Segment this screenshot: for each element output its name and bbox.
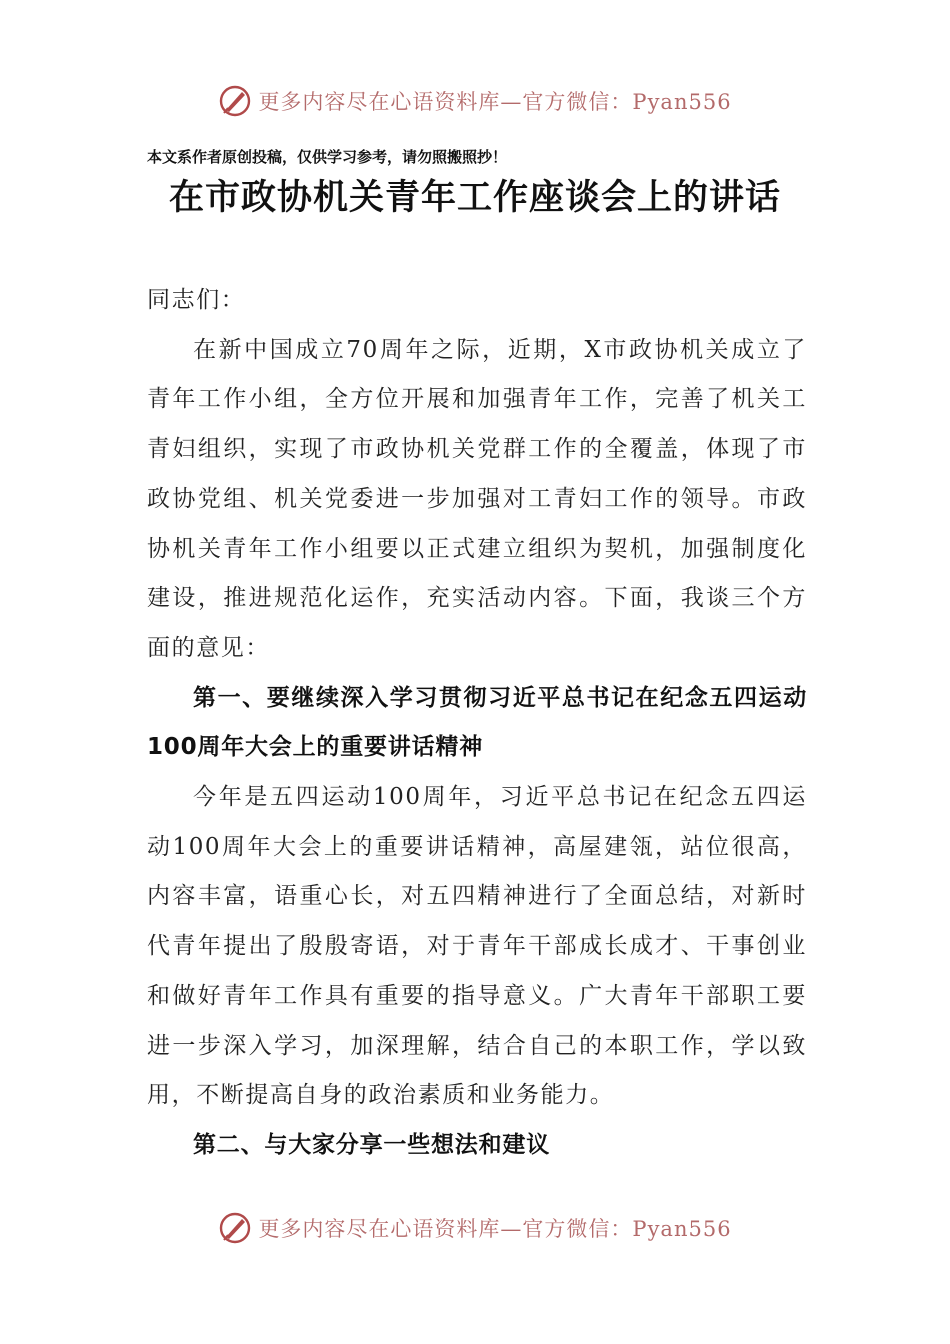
quill-pen-icon	[218, 1211, 252, 1245]
watermark-banner-bottom	[0, 1211, 950, 1245]
section-1-paragraph: 今年是五四运动100周年，习近平总书记在纪念五四运动100周年大会上的重要讲话精神，高屋建瓴，站位很高，内容丰富，语重心长，对五四精神进行了全面总结，对新时代青年提出了殷殷寄语，对于青年干部成长成才、干事创业和做好青年工作具有重要的指导意义。广大青年干部职工要进一步深入学习，加深理解，结合自己的本职工作，学以致用，不断提高自身的政治素质和业务能力。	[147, 784, 807, 1109]
section-1-heading: 第一、要继续深入学习贯彻习近平总书记在纪念五四运动100周年大会上的重要讲话精神	[147, 684, 807, 761]
watermark-text: 更多内容尽在心语资料库—官方微信：Pyan556	[258, 1217, 732, 1241]
section-2-heading: 第二、与大家分享一些想法和建议	[193, 1131, 550, 1158]
intro-paragraph: 在新中国成立70周年之际，近期，X市政协机关成立了青年工作小组，全方位开展和加强青年工作，完善了机关工青妇组织，实现了市政协机关党群工作的全覆盖，体现了市政协党组、机关党委进一步加强对工青妇工作的领导。市政协机关青年工作小组要以正式建立组织为契机，加强制度化建设，推进规范化运作，充实活动内容。下面，我谈三个方面的意见：	[147, 336, 807, 661]
watermark-banner-top	[0, 84, 950, 118]
watermark-text: 更多内容尽在心语资料库—官方微信：Pyan556	[258, 90, 732, 114]
salutation: 同志们：	[147, 287, 246, 313]
document-body	[147, 276, 807, 1171]
quill-pen-icon	[218, 84, 252, 118]
copyright-notice: 本文系作者原创投稿，仅供学习参考，请勿照搬照抄！	[147, 148, 508, 166]
page-title: 在市政协机关青年工作座谈会上的讲话	[168, 177, 781, 218]
